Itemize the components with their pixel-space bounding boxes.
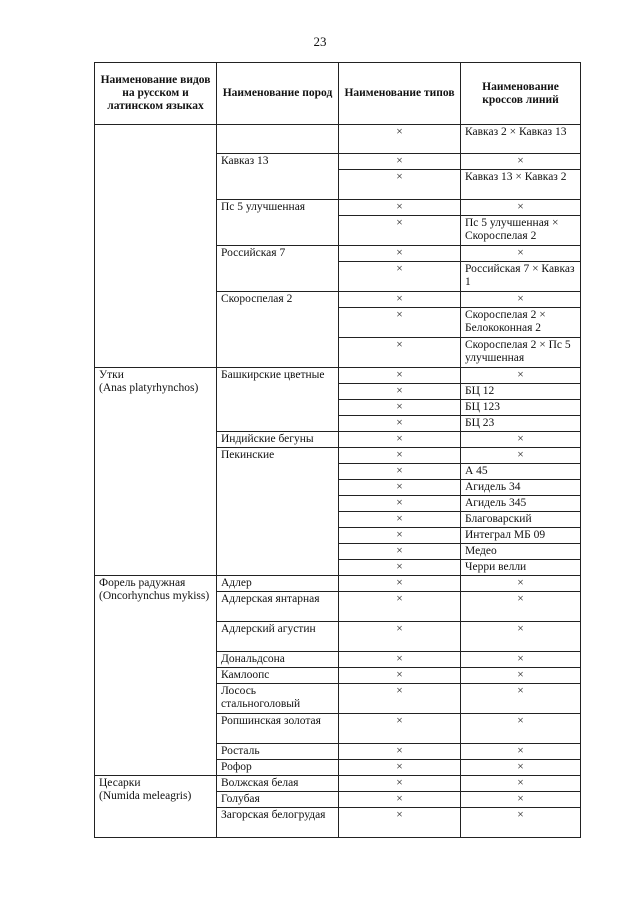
table-row [95,368,581,384]
header-breed: Наименование пород [217,63,339,125]
breed-cell: Волжская белая [217,776,339,792]
type-cell: × [339,200,461,216]
species-name: Форель радужная [99,577,186,589]
cross-cell: × [461,792,581,808]
cross-cell: × [461,622,581,652]
cross-cell: А 45 [461,464,581,480]
breed-cell: Голубая [217,792,339,808]
type-cell: × [339,668,461,684]
breed-cell: Адлер [217,576,339,592]
type-cell: × [339,448,461,464]
breed-cell: Башкирские цветные [217,368,339,432]
breed-cell: Росталь [217,744,339,760]
cross-cell: × [461,432,581,448]
breed-cell: Скороспелая 2 [217,292,339,368]
cross-cell: × [461,200,581,216]
species-name: Цесарки [99,777,141,789]
cross-cell: × [461,744,581,760]
cross-cell: × [461,592,581,622]
type-cell: × [339,576,461,592]
type-cell: × [339,622,461,652]
breed-cell: Адлерский агустин [217,622,339,652]
breed-cell: Лосось стальноголовый [217,684,339,714]
type-cell: × [339,384,461,400]
breed-cell [217,125,339,154]
header-type: Наименование типов [339,63,461,125]
type-cell: × [339,592,461,622]
type-cell: × [339,400,461,416]
type-cell: × [339,216,461,246]
breed-cell: Пекинские [217,448,339,576]
type-cell: × [339,560,461,576]
type-cell: × [339,308,461,338]
cross-cell: БЦ 123 [461,400,581,416]
breed-cell: Индийские бегуны [217,432,339,448]
type-cell: × [339,368,461,384]
breed-cell: Рофор [217,760,339,776]
cross-cell: БЦ 12 [461,384,581,400]
type-cell: × [339,776,461,792]
type-cell: × [339,544,461,560]
table-row [95,125,581,154]
cross-cell: БЦ 23 [461,416,581,432]
cross-cell: × [461,368,581,384]
breed-cell: Дональдсона [217,652,339,668]
type-cell: × [339,808,461,838]
species-name: Утки [99,369,124,381]
type-cell: × [339,714,461,744]
cross-cell: Кавказ 13 × Кавказ 2 [461,170,581,200]
species-cell [95,368,217,576]
type-cell: × [339,262,461,292]
type-cell: × [339,416,461,432]
cross-cell: × [461,154,581,170]
type-cell: × [339,512,461,528]
cross-cell: × [461,246,581,262]
header-row [95,63,581,125]
cross-cell: Интеграл МБ 09 [461,528,581,544]
breed-cell: Российская 7 [217,246,339,292]
cross-cell: × [461,776,581,792]
cross-cell: Агидель 345 [461,496,581,512]
type-cell: × [339,760,461,776]
type-cell: × [339,744,461,760]
type-cell: × [339,464,461,480]
cross-cell: Пс 5 улучшенная × Скороспелая 2 [461,216,581,246]
cross-cell: × [461,292,581,308]
type-cell: × [339,338,461,368]
type-cell: × [339,292,461,308]
species-latin-name: (Oncorhynchus mykiss) [99,590,210,602]
type-cell: × [339,684,461,714]
cross-cell: × [461,760,581,776]
page-number: 23 [313,34,327,49]
cross-cell: Агидель 34 [461,480,581,496]
header-cross: Наименование кроссов линий [461,63,581,125]
type-cell: × [339,792,461,808]
breed-cell: Адлерская янтарная [217,592,339,622]
breed-cell: Загорская белогрудая [217,808,339,838]
cross-cell: Скороспелая 2 × Белококонная 2 [461,308,581,338]
type-cell: × [339,246,461,262]
cross-cell: Медео [461,544,581,560]
breed-cell: Кавказ 13 [217,154,339,200]
cross-cell: Скороспелая 2 × Пс 5 улучшенная [461,338,581,368]
cross-cell: × [461,808,581,838]
cross-cell: Благоварский [461,512,581,528]
species-latin-name: (Numida meleagris) [99,790,192,802]
registry-table [94,62,581,838]
header-species: Наименование видов на русском и латинском языках [95,63,217,125]
cross-cell: × [461,576,581,592]
species-latin-name: (Anas platyrhynchos) [99,382,199,394]
type-cell: × [339,480,461,496]
cross-cell: × [461,652,581,668]
type-cell: × [339,154,461,170]
breed-cell: Камлоопс [217,668,339,684]
breed-cell: Ропшинская золотая [217,714,339,744]
cross-cell: Черри велли [461,560,581,576]
species-cell [95,776,217,838]
type-cell: × [339,125,461,154]
type-cell: × [339,170,461,200]
cross-cell: × [461,714,581,744]
cross-cell: × [461,684,581,714]
table-row [95,576,581,592]
species-cell [95,125,217,368]
cross-cell: Российская 7 × Кавказ 1 [461,262,581,292]
type-cell: × [339,652,461,668]
breed-cell: Пс 5 улучшенная [217,200,339,246]
cross-cell: × [461,448,581,464]
type-cell: × [339,528,461,544]
cross-cell: Кавказ 2 × Кавказ 13 [461,125,581,154]
type-cell: × [339,496,461,512]
cross-cell: × [461,668,581,684]
table-row [95,776,581,792]
type-cell: × [339,432,461,448]
species-cell [95,576,217,776]
